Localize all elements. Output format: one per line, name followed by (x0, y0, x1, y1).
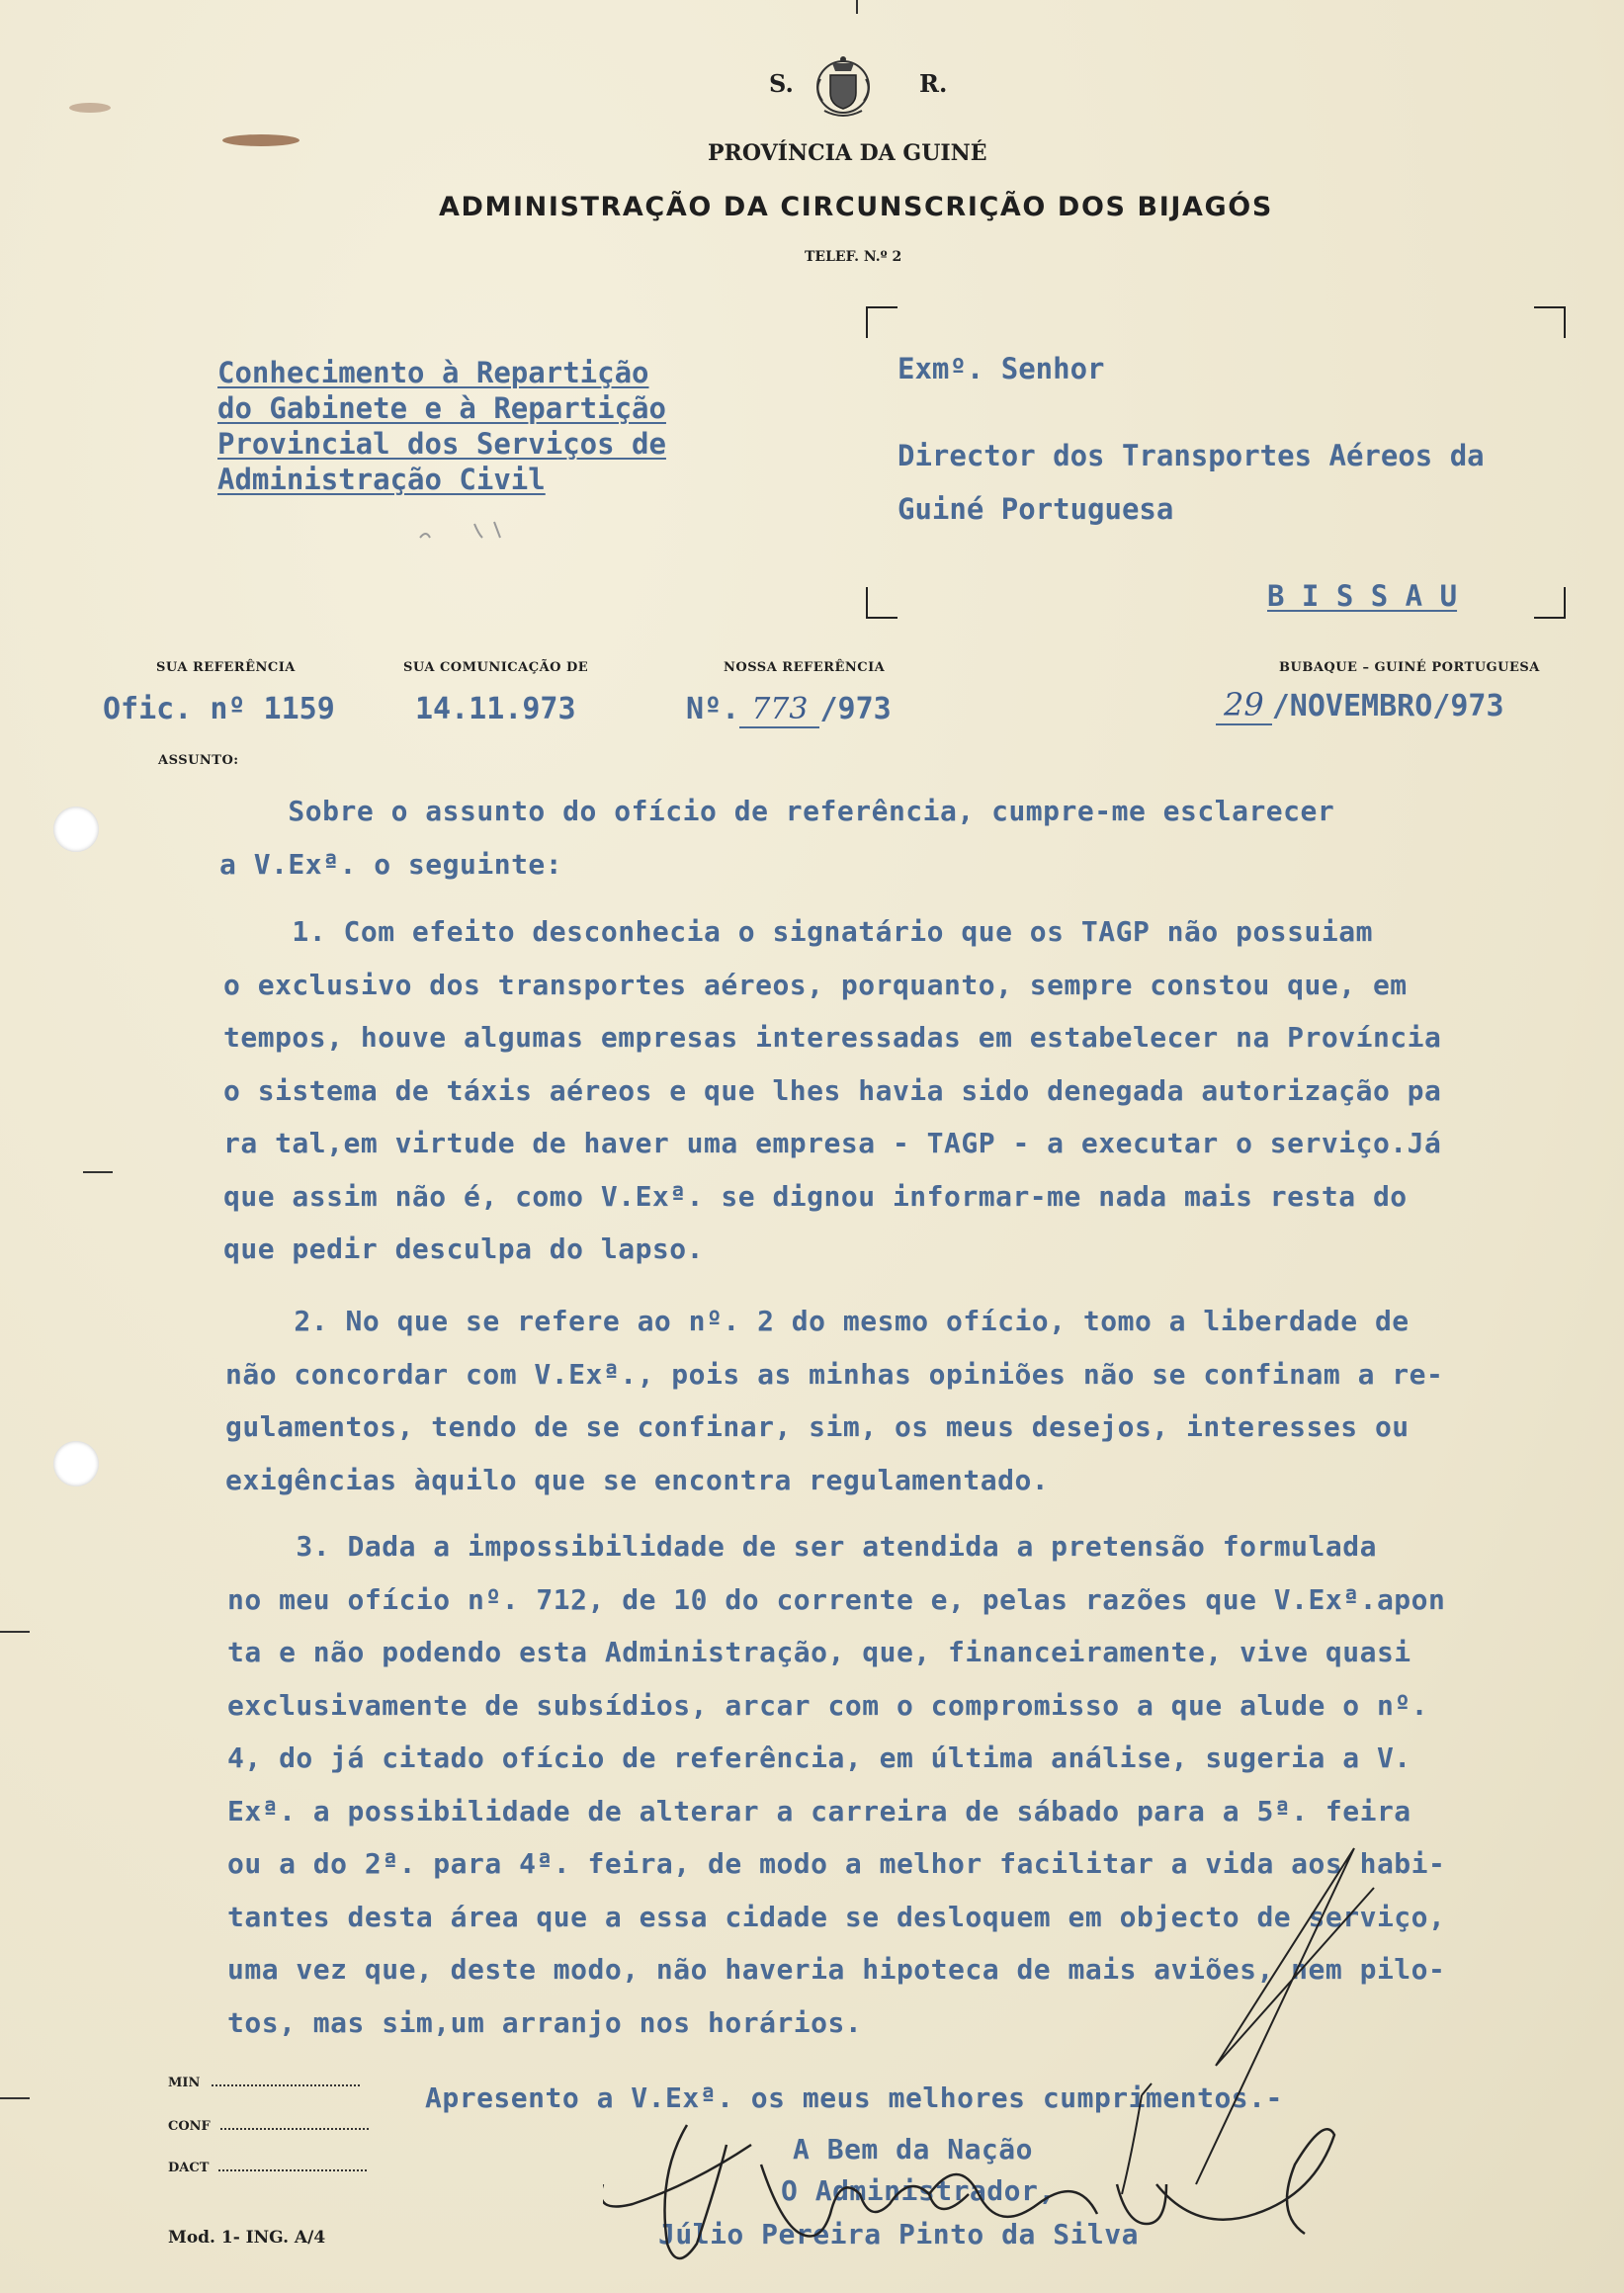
sua-referencia-label: SUA REFERÊNCIA (156, 660, 296, 675)
pencil-scribble (415, 518, 524, 544)
min-label: MIN (168, 2076, 201, 2090)
addressee-line1: Director dos Transportes Aéreos da (897, 439, 1485, 472)
addressee-line2: Guiné Portuguesa (897, 492, 1174, 526)
address-corner-br (1534, 587, 1566, 619)
min-dotted-line (212, 2084, 360, 2086)
copy-note-line: Provincial dos Serviços de (217, 427, 666, 461)
addressee-city: B I S S A U (1267, 579, 1458, 613)
coat-of-arms-icon (811, 49, 876, 123)
signature-line2: O Administrador, (781, 2174, 1056, 2207)
margin-mark (0, 2097, 30, 2099)
address-corner-bl (866, 587, 897, 619)
assunto-label: ASSUNTO: (158, 753, 239, 768)
conf-field (168, 2119, 369, 2134)
paragraph-2: 2. No que se refere ao nº. 2 do mesmo ofício, tomo a liberdade de não concordar com V.Exª., pois as minhas opiniões não se confinam a re- gulamentos, tendo de se confinar, sim, os meus desejos, interesses ou exigências àquilo que se encontra regulamentado. (225, 1305, 1444, 1496)
header-r: R. (919, 69, 948, 98)
nossa-referencia-label: NOSSA REFERÊNCIA (724, 660, 886, 675)
date-value (1216, 686, 1504, 723)
ref-suffix: /973 (819, 692, 892, 726)
address-corner-tr (1534, 306, 1566, 338)
copy-note-line: do Gabinete e à Repartição (217, 391, 666, 425)
conf-dotted-line (220, 2128, 369, 2130)
sua-comunicacao-value: 14.11.973 (415, 692, 576, 726)
handwritten-signature (603, 1769, 1473, 2283)
date-day-handwritten: 29 (1216, 686, 1272, 725)
margin-mark (83, 1171, 113, 1173)
ref-number-handwritten: 773 (739, 692, 819, 728)
signature-name: Júlio Pereira Pinto da Silva (658, 2218, 1140, 2251)
date-rest: /NOVEMBRO/973 (1271, 689, 1504, 723)
ref-prefix: Nº. (686, 692, 740, 726)
dact-field (168, 2161, 367, 2175)
conf-label: CONF (168, 2119, 211, 2134)
administration-title: ADMINISTRAÇÃO DA CIRCUNSCRIÇÃO DOS BIJAGÓS (439, 192, 1273, 222)
model-number: Mod. 1- ING. A/4 (168, 2228, 326, 2248)
paragraph-1: 1. Com efeito desconhecia o signatário que os TAGP não possuiam o exclusivo dos transportes aéreos, porquanto, sempre constou que, em tempos, houve algumas empresas interessadas em estabelecer na Província o sistema de táxis aéreos e que lhes havia sido denegada autorização pa ra tal,em virtude de haver uma empresa - TAGP - a executar o serviço.Já que assim não é, como V.Exª. se dignou informar-me nada mais resta do que pedir desculpa do lapso. (223, 915, 1442, 1265)
rust-stain (69, 103, 111, 113)
place-label: BUBAQUE – GUINÉ PORTUGUESA (1279, 660, 1540, 675)
header-s: S. (769, 69, 794, 98)
dact-label: DACT (168, 2161, 210, 2175)
telephone: TELEF. N.º 2 (805, 249, 902, 265)
top-fold-mark (856, 0, 858, 14)
copy-note-line: Administração Civil (217, 463, 546, 496)
copy-note-line: Conhecimento à Repartição (217, 356, 649, 389)
punch-hole-bottom (53, 1441, 99, 1486)
rust-stain (222, 134, 299, 146)
intro-paragraph: Sobre o assunto do ofício de referência, cumpre-me esclarecer a V.Exª. o seguinte: (219, 795, 1335, 881)
signature-line1: A Bem da Nação (793, 2133, 1034, 2166)
punch-hole-top (53, 807, 99, 852)
paragraph-3: 3. Dada a impossibilidade de ser atendida a pretensão formulada no meu ofício nº. 712, de 10 do corrente e, pelas razões que V.Exª.apon ta e não podendo esta Administração, que, financeiramente, vive quasi exclusivamente de subsídios, arcar com o compromisso a que alude o nº. 4, do já citado ofício de referência, em última análise, sugeria a V. Exª. a possibilidade de alterar a carreira de sábado para a 5ª. feira ou a do 2ª. para 4ª. feira, de modo a melhor facilitar a vida aos habi- tantes desta área que a essa cidade se desloquem em objecto de serviço, uma vez que, deste modo, não haveria hipoteca de mais aviões, nem pilo- tos, mas sim,um arranjo nos horários. (227, 1530, 1446, 2039)
addressee-salutation: Exmº. Senhor (897, 352, 1105, 385)
province-title: PROVÍNCIA DA GUINÉ (708, 140, 987, 166)
margin-mark (0, 1631, 30, 1633)
closing-line: Apresento a V.Exª. os meus melhores cumprimentos.- (425, 2081, 1283, 2114)
dact-dotted-line (218, 2169, 367, 2171)
nossa-referencia-value (686, 692, 892, 726)
sua-comunicacao-label: SUA COMUNICAÇÃO DE (403, 660, 589, 675)
sua-referencia-value: Ofic. nº 1159 (103, 692, 335, 726)
address-corner-tl (866, 306, 897, 338)
min-field (168, 2076, 360, 2090)
